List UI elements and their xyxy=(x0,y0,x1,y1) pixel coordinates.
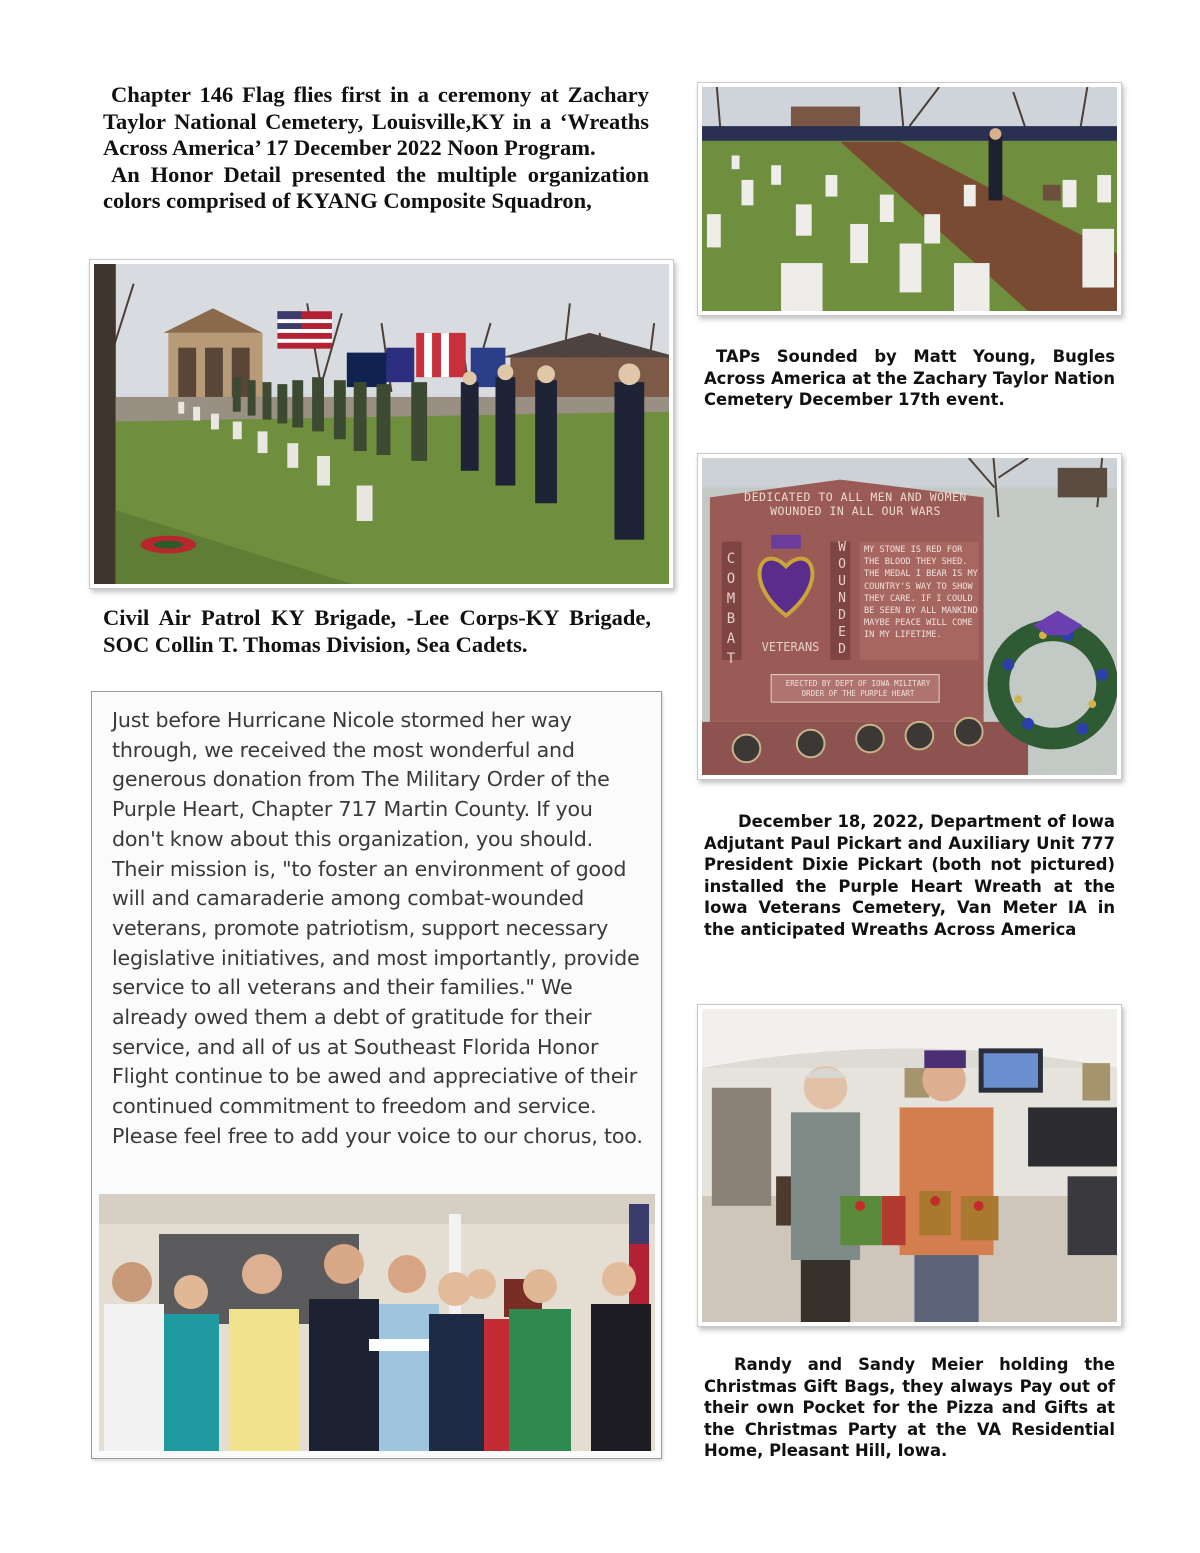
continued-paragraph: Civil Air Patrol KY Brigade, -Lee Corps-KY Brigade, SOC Collin T. Thomas Division, Sea Cadets. xyxy=(103,605,651,657)
caption-taps xyxy=(704,346,1115,411)
intro-paragraph-1: Chapter 146 Flag flies first in a ceremony at Zachary Taylor National Cemetery, Louisville,KY in a ‘Wreaths Across America’ 17 December 2022 Noon Program. xyxy=(103,82,649,160)
post-photo xyxy=(99,1194,655,1451)
photo-monument xyxy=(697,453,1122,780)
caption-iowa xyxy=(704,811,1115,941)
photo-taps xyxy=(697,82,1122,316)
taps-image xyxy=(702,87,1117,311)
monument-poem: MY STONE IS RED FOR THE BLOOD THEY SHED. THE MEDAL I BEAR IS MY COUNTRY'S WAY TO SHOW THEY CARE. IF I COULD BE SEEN BY ALL MANKIND MAYBE PEACE WILL COME IN MY LIFETIME. xyxy=(864,545,978,641)
caption-taps-text: TAPs Sounded by Matt Young, Bugles Across America at the Zachary Taylor Nation Cemetery December 17th event. xyxy=(704,347,1115,410)
monument-side-right: WOUNDED xyxy=(838,540,846,657)
photo-honor-detail xyxy=(89,259,674,589)
caption-iowa-text: December 18, 2022, Department of Iowa Adjutant Paul Pickart and Auxiliary Unit 777 President Dixie Pickart (both not pictured) installed the Purple Heart Wreath at the Iowa Veterans Cemetery, Van Meter IA in the anticipated Wreaths Across America xyxy=(704,812,1115,939)
monument-plaque: ERECTED BY DEPT OF IOWA MILITARY ORDER OF THE PURPLE HEART xyxy=(785,679,931,698)
meier-image xyxy=(702,1009,1117,1322)
article-continued xyxy=(103,605,651,658)
article-intro xyxy=(103,82,649,215)
caption-meier-text: Randy and Sandy Meier holding the Christmas Gift Bags, they always Pay out of their own Pocket for the Pizza and Gifts at the Christmas Party at the VA Residential Home, Pleasant Hill, Iowa. xyxy=(704,1355,1115,1461)
post-text xyxy=(92,692,661,1152)
post-body: Just before Hurricane Nicole stormed her way through, we received the most wonderful and generous donation from The Military Order of the Purple Heart, Chapter 717 Martin County. If you don't know about this organization, you should. Their mission is, "to foster an environment of good will and camaraderie among combat-wounded veterans, promote patriotism, support necessary legislative initiatives, and most importantly, provide service to all veterans and their families." We already owed them a debt of gratitude for their service, and all of us at Southeast Florida Honor Flight continue to be awed and appreciative of their continued commitment to freedom and service. Please feel free to add your voice to our chorus, too. xyxy=(112,708,643,1148)
monument-veterans: VETERANS xyxy=(761,640,820,654)
caption-meier xyxy=(704,1354,1115,1462)
monument-header: DEDICATED TO ALL MEN AND WOMEN WOUNDED IN ALL OUR WARS xyxy=(744,490,967,518)
honor-detail-image xyxy=(94,264,669,584)
honor-flight-post xyxy=(91,691,662,1459)
donation-group-image xyxy=(99,1194,655,1451)
monument-side-left: COMBAT xyxy=(726,551,736,667)
photo-meier xyxy=(697,1004,1122,1327)
intro-paragraph-2: An Honor Detail presented the multiple organization colors comprised of KYANG Composite Squadron, xyxy=(103,161,649,213)
